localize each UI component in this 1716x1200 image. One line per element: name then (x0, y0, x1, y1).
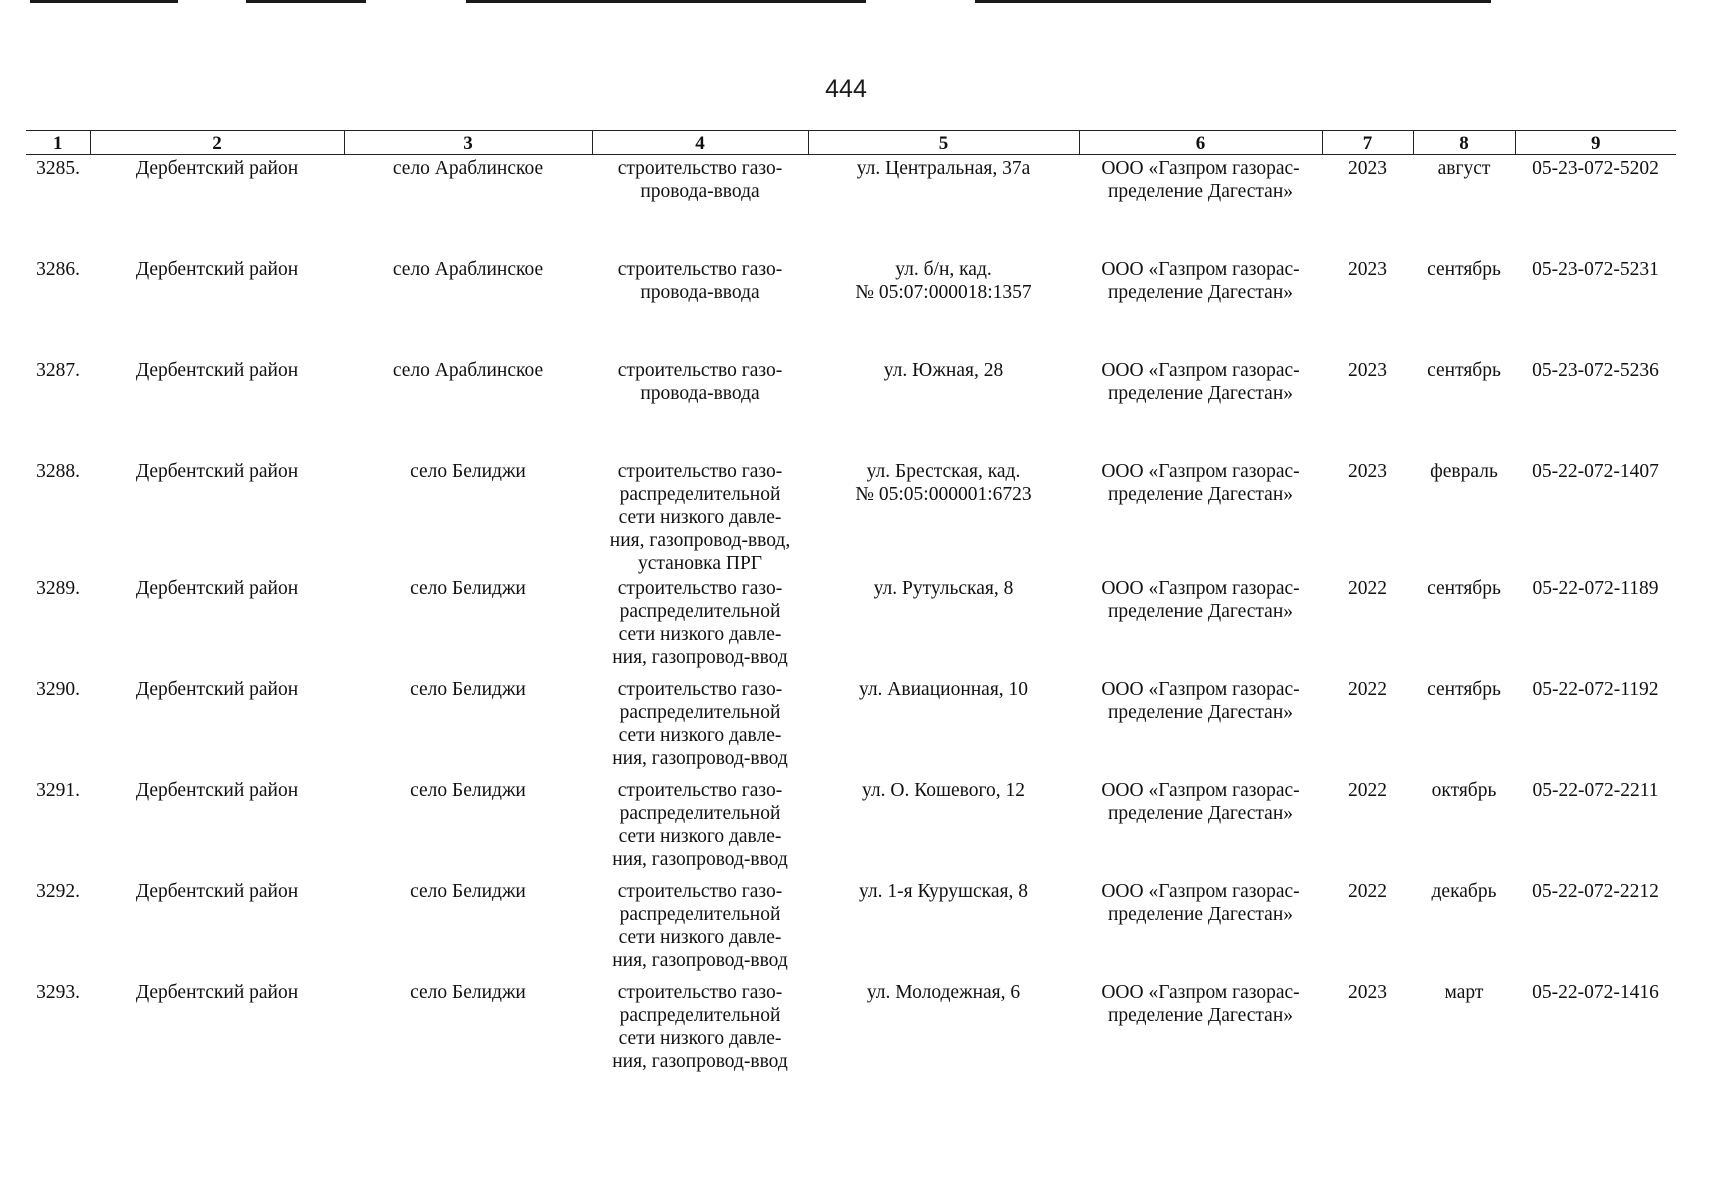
organization-cell-line: пределение Дагестан» (1107, 282, 1294, 303)
work-description-cell-line: строительство газо- (617, 461, 783, 482)
work-description-cell-line: провода-ввода (640, 383, 760, 404)
organization-cell-line: ООО «Газпром газорас- (1101, 360, 1300, 381)
address-cell-line: ул. б/н, кад. (895, 259, 992, 280)
work-description-cell-line: распределительной (619, 1005, 781, 1026)
settlement-cell: село Араблинское (392, 360, 544, 381)
address-cell (808, 357, 1079, 458)
organization-cell (1079, 357, 1322, 458)
organization-cell-line: пределение Дагестан» (1107, 383, 1294, 404)
address-cell-line: ул. Авиационная, 10 (858, 679, 1029, 700)
work-description-cell (592, 575, 808, 676)
column-number: 8 (1413, 131, 1515, 155)
column-number: 1 (26, 131, 90, 155)
table-row (26, 777, 1676, 878)
row-number: 3290. (36, 679, 80, 700)
organization-cell-line: ООО «Газпром газорас- (1101, 679, 1300, 700)
work-description-cell-line: сети низкого давле- (618, 826, 782, 847)
year-cell: 2023 (1348, 259, 1387, 280)
organization-cell-line: ООО «Газпром газорас- (1101, 578, 1300, 599)
organization-cell-line: пределение Дагестан» (1107, 904, 1294, 925)
district-cell: Дербентский район (135, 881, 299, 902)
work-description-cell (592, 878, 808, 979)
work-description-cell (592, 256, 808, 357)
row-number: 3292. (36, 881, 80, 902)
address-cell (808, 458, 1079, 575)
year-cell: 2022 (1348, 578, 1387, 599)
district-cell: Дербентский район (135, 158, 299, 179)
year-cell: 2022 (1348, 679, 1387, 700)
address-cell (808, 575, 1079, 676)
work-description-cell-line: ния, газопровод-ввод (612, 950, 788, 971)
district-cell: Дербентский район (135, 259, 299, 280)
row-number: 3287. (36, 360, 80, 381)
table-row (26, 979, 1676, 1081)
organization-cell-line: ООО «Газпром газорас- (1101, 158, 1300, 179)
address-cell-line: ул. Южная, 28 (883, 360, 1004, 381)
organization-cell-line: ООО «Газпром газорас- (1101, 259, 1300, 280)
registry-code-cell: 05-22-072-1192 (1532, 679, 1659, 700)
work-description-cell-line: сети низкого давле- (618, 1028, 782, 1049)
column-number: 5 (808, 131, 1079, 155)
month-cell: сентябрь (1427, 679, 1501, 700)
year-cell: 2023 (1348, 360, 1387, 381)
district-cell: Дербентский район (135, 578, 299, 599)
column-number: 2 (90, 131, 344, 155)
organization-cell (1079, 575, 1322, 676)
table-row (26, 357, 1676, 458)
organization-cell (1079, 458, 1322, 575)
organization-cell-line: ООО «Газпром газорас- (1101, 881, 1300, 902)
organization-cell-line: пределение Дагестан» (1107, 803, 1294, 824)
address-cell-line: № 05:07:000018:1357 (855, 282, 1032, 303)
work-description-cell-line: строительство газо- (617, 578, 783, 599)
address-cell (808, 777, 1079, 878)
district-cell: Дербентский район (135, 360, 299, 381)
registry-code-cell: 05-22-072-2211 (1532, 780, 1659, 801)
table-row (26, 676, 1676, 777)
year-cell: 2023 (1348, 461, 1387, 482)
organization-cell (1079, 878, 1322, 979)
address-cell (808, 256, 1079, 357)
settlement-cell: село Араблинское (392, 158, 544, 179)
work-description-cell-line: строительство газо- (617, 881, 783, 902)
work-description-cell-line: распределительной (619, 803, 781, 824)
address-cell-line: ул. Рутульская, 8 (873, 578, 1014, 599)
row-number: 3293. (36, 982, 80, 1003)
district-cell: Дербентский район (135, 461, 299, 482)
organization-cell (1079, 256, 1322, 357)
work-description-cell-line: сети низкого давле- (618, 507, 782, 528)
year-cell: 2023 (1348, 158, 1387, 179)
organization-cell-line: ООО «Газпром газорас- (1101, 982, 1300, 1003)
work-description-cell-line: строительство газо- (617, 158, 783, 179)
address-cell (808, 979, 1079, 1081)
organization-cell-line: ООО «Газпром газорас- (1101, 461, 1300, 482)
work-description-cell-line: сети низкого давле- (618, 927, 782, 948)
organization-cell (1079, 979, 1322, 1081)
year-cell: 2023 (1348, 982, 1387, 1003)
work-description-cell-line: строительство газо- (617, 360, 783, 381)
work-description-cell-line: ния, газопровод-ввод (612, 849, 788, 870)
organization-cell-line: пределение Дагестан» (1107, 702, 1294, 723)
organization-cell-line: пределение Дагестан» (1107, 484, 1294, 505)
scan-edge-mark (246, 0, 366, 3)
registry-code-cell: 05-22-072-1189 (1532, 578, 1659, 599)
month-cell: февраль (1430, 461, 1498, 482)
scan-edge-mark (30, 0, 178, 3)
district-cell: Дербентский район (135, 679, 299, 700)
work-description-cell-line: сети низкого давле- (618, 725, 782, 746)
registry-code-cell: 05-22-072-2212 (1532, 881, 1659, 902)
work-description-cell-line: распределительной (619, 484, 781, 505)
column-number: 6 (1079, 131, 1322, 155)
scan-edge-mark (975, 0, 1491, 3)
work-description-cell-line: сети низкого давле- (618, 624, 782, 645)
month-cell: сентябрь (1427, 578, 1501, 599)
row-number: 3289. (36, 578, 80, 599)
organization-cell (1079, 676, 1322, 777)
settlement-cell: село Белиджи (410, 881, 526, 902)
settlement-cell: село Белиджи (410, 982, 526, 1003)
address-cell-line: ул. Молодежная, 6 (866, 982, 1021, 1003)
row-number: 3286. (36, 259, 80, 280)
district-cell: Дербентский район (135, 780, 299, 801)
organization-cell-line: пределение Дагестан» (1107, 181, 1294, 202)
address-cell-line: ул. 1-я Курушская, 8 (859, 881, 1028, 902)
work-description-cell-line: распределительной (619, 702, 781, 723)
year-cell: 2022 (1348, 881, 1387, 902)
address-cell (808, 878, 1079, 979)
address-cell (808, 155, 1079, 257)
settlement-cell: село Белиджи (410, 780, 526, 801)
month-cell: сентябрь (1427, 360, 1501, 381)
year-cell: 2022 (1348, 780, 1387, 801)
work-description-cell-line: ния, газопровод-ввод (612, 748, 788, 769)
work-description-cell-line: строительство газо- (617, 679, 783, 700)
district-cell: Дербентский район (135, 982, 299, 1003)
row-number: 3291. (36, 780, 80, 801)
organization-cell (1079, 155, 1322, 257)
settlement-cell: село Араблинское (392, 259, 544, 280)
work-description-cell-line: провода-ввода (640, 181, 760, 202)
registry-table (26, 130, 1676, 1081)
organization-cell-line: пределение Дагестан» (1107, 1005, 1294, 1026)
address-cell-line: № 05:05:000001:6723 (855, 484, 1032, 505)
registry-code-cell: 05-23-072-5236 (1532, 360, 1659, 381)
work-description-cell (592, 357, 808, 458)
month-cell: март (1444, 982, 1484, 1003)
address-cell-line: ул. О. Кошевого, 12 (862, 780, 1025, 801)
column-number: 7 (1322, 131, 1413, 155)
settlement-cell: село Белиджи (410, 578, 526, 599)
work-description-cell (592, 458, 808, 575)
column-number: 4 (592, 131, 808, 155)
month-cell: декабрь (1431, 881, 1497, 902)
table-row (26, 458, 1676, 575)
organization-cell (1079, 777, 1322, 878)
work-description-cell-line: ния, газопровод-ввод, (609, 530, 791, 551)
work-description-cell-line: строительство газо- (617, 982, 783, 1003)
table-row (26, 878, 1676, 979)
scan-edge-mark (466, 0, 866, 3)
month-cell: октябрь (1431, 780, 1497, 801)
work-description-cell-line: установка ПРГ (637, 553, 763, 574)
work-description-cell (592, 155, 808, 257)
column-number: 3 (344, 131, 592, 155)
work-description-cell-line: строительство газо- (617, 780, 783, 801)
work-description-cell (592, 777, 808, 878)
work-description-cell (592, 676, 808, 777)
registry-code-cell: 05-22-072-1407 (1532, 461, 1659, 482)
work-description-cell-line: распределительной (619, 601, 781, 622)
table-row (26, 575, 1676, 676)
page-number: 444 (825, 75, 867, 103)
organization-cell-line: ООО «Газпром газорас- (1101, 780, 1300, 801)
month-cell: август (1437, 158, 1491, 179)
registry-code-cell: 05-23-072-5202 (1532, 158, 1659, 179)
column-number-row (26, 131, 1676, 155)
registry-code-cell: 05-22-072-1416 (1532, 982, 1659, 1003)
work-description-cell-line: распределительной (619, 904, 781, 925)
table-row (26, 155, 1676, 257)
work-description-cell-line: провода-ввода (640, 282, 760, 303)
organization-cell-line: пределение Дагестан» (1107, 601, 1294, 622)
address-cell (808, 676, 1079, 777)
work-description-cell-line: строительство газо- (617, 259, 783, 280)
row-number: 3288. (36, 461, 80, 482)
month-cell: сентябрь (1427, 259, 1501, 280)
settlement-cell: село Белиджи (410, 679, 526, 700)
work-description-cell-line: ния, газопровод-ввод (612, 647, 788, 668)
work-description-cell-line: ния, газопровод-ввод (612, 1051, 788, 1072)
settlement-cell: село Белиджи (410, 461, 526, 482)
registry-code-cell: 05-23-072-5231 (1532, 259, 1659, 280)
work-description-cell (592, 979, 808, 1081)
row-number: 3285. (36, 158, 80, 179)
address-cell-line: ул. Брестская, кад. (866, 461, 1021, 482)
address-cell-line: ул. Центральная, 37а (856, 158, 1031, 179)
table-row (26, 256, 1676, 357)
column-number: 9 (1515, 131, 1676, 155)
